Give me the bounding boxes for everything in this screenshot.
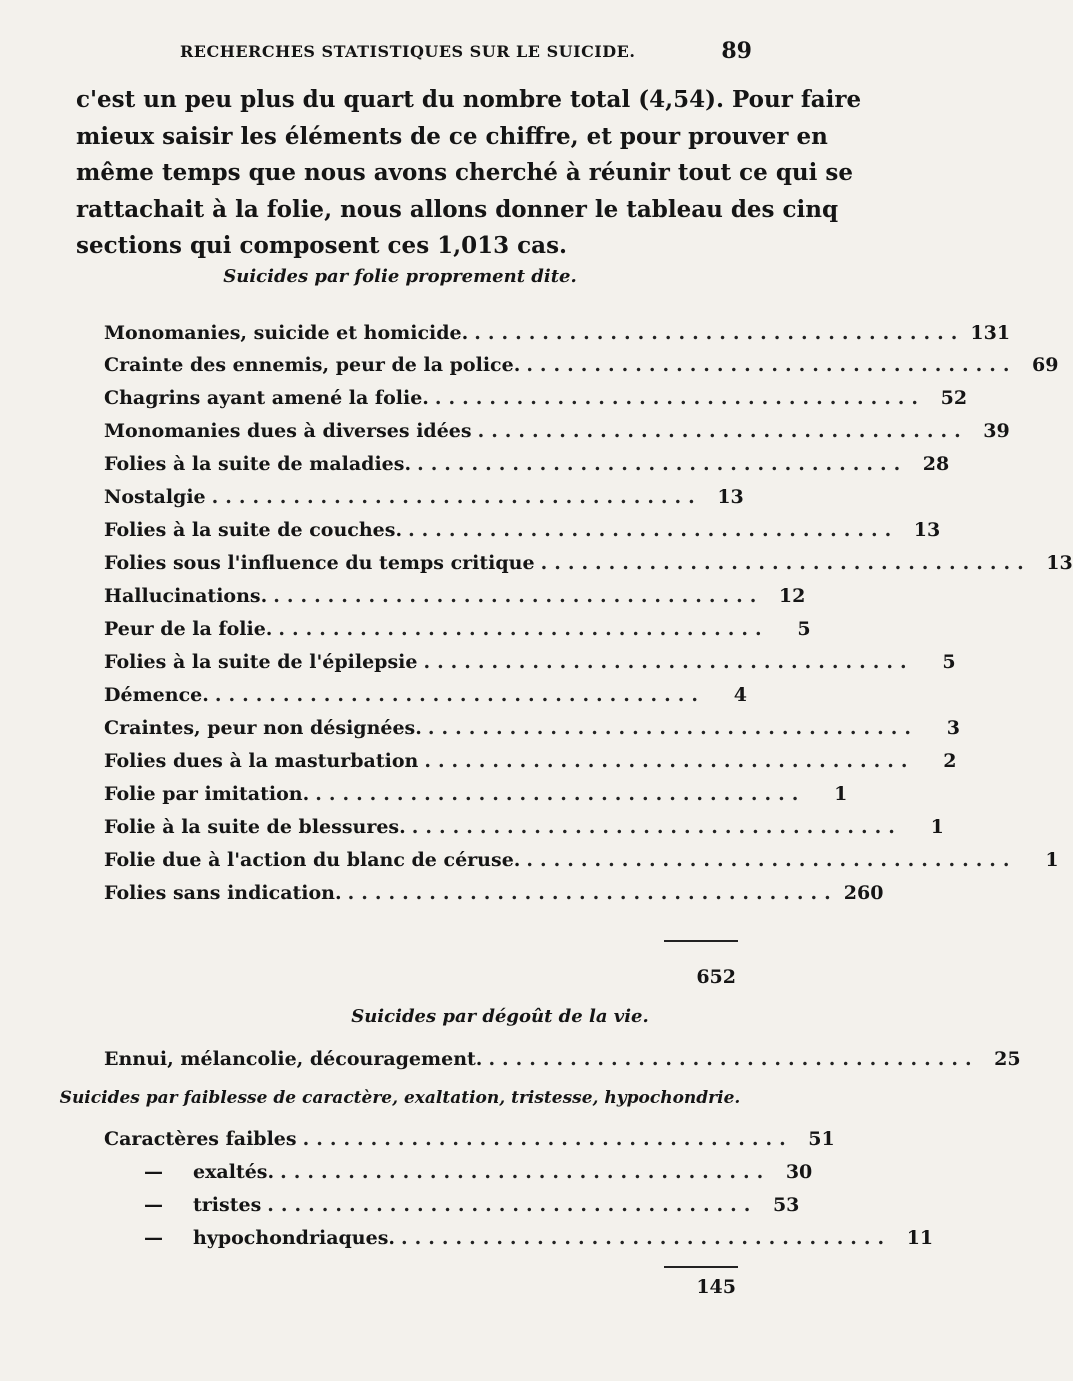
table-row [104,740,957,772]
row-value: 1 [1045,849,1059,871]
intro-line: c'est un peu plus du quart du nombre total (4,54). Pour faire [76,86,862,113]
row-value: 28 [922,453,950,475]
running-header [0,38,800,70]
row-label: Craintes, peur non désignées. [104,717,422,739]
dot-leader: .................................... [302,1128,793,1150]
page-number: 89 [721,38,752,64]
row-label: Folies dues à la masturbation [104,750,419,772]
intro-line: rattachait à la folie, nous allons donner le tableau des cinq [76,195,839,223]
intro-paragraph [76,82,862,265]
row-label: Folie due à l'action du blanc de céruse. [104,849,521,871]
row-value: 5 [942,651,956,673]
table-row [104,839,1059,871]
row-value: 4 [733,684,747,706]
dot-leader: .................................... [526,849,1017,871]
row-value: 53 [772,1194,800,1216]
table-row [104,410,1010,442]
table-row [104,542,1073,574]
row-value: 13 [1046,552,1073,574]
dot-leader: .................................... [401,1227,892,1249]
table-row [104,641,956,673]
table-row [104,575,806,607]
section-title-folie: Suicides par folie proprement dite. [223,266,577,287]
row-label: Folies sous l'influence du temps critique [104,552,535,574]
row-value: 1 [834,783,848,805]
table-row [104,312,1011,344]
row-label: Folies à la suite de couches. [104,519,403,541]
row-label: Ennui, mélancolie, découragement. [104,1048,483,1070]
dot-leader: .................................... [214,684,705,706]
table-row [104,1038,1021,1070]
dot-leader: .................................... [417,453,908,475]
section-total-faiblesse: 145 [696,1276,736,1298]
row-label: Démence. [104,684,209,706]
row-label: exaltés. [193,1161,275,1183]
table-row [104,1184,800,1216]
row-value: 5 [797,618,811,640]
dot-leader: .................................... [423,651,914,673]
row-value: 11 [906,1227,934,1249]
total-rule [664,940,738,942]
row-label: Crainte des ennemis, peur de la police. [104,354,521,376]
table-row [104,1118,835,1150]
table-row [104,443,950,475]
ditto-dash: — [144,1227,163,1249]
table-row [104,1217,934,1249]
row-label: Nostalgie [104,486,206,508]
table-row [104,509,941,541]
row-value: 260 [843,882,884,904]
intro-line: sections qui composent ces 1,013 cas. [76,232,568,259]
dot-leader: .................................... [273,585,764,607]
table-row [104,773,848,805]
dot-leader: .................................... [427,717,919,739]
row-value: 69 [1032,354,1059,376]
row-value: 52 [940,387,968,409]
dot-leader: .................................... [315,783,806,805]
table-row [104,806,944,838]
row-value: 131 [970,322,1011,344]
row-label: Monomanies dues à diverses idées [104,420,472,442]
table-row [104,872,884,904]
running-title: RECHERCHES STATISTIQUES SUR LE SUICIDE. [180,42,636,61]
row-label: hypochondriaques. [193,1227,396,1249]
table-row [104,344,1059,376]
section-title-degout: Suicides par dégoût de la vie. [351,1006,649,1027]
dot-leader: .................................... [474,322,965,344]
row-label: Chagrins ayant amené la folie. [104,387,429,409]
intro-line: même temps que nous avons cherché à réunir tout ce qui se [76,159,853,186]
dot-leader: .................................... [267,1194,758,1216]
row-value: 1 [930,816,944,838]
row-label: Hallucinations. [104,585,268,607]
table-row [104,707,961,739]
row-label: Caractères faibles [104,1128,297,1150]
dot-leader: .................................... [424,750,915,772]
table-row [104,608,811,640]
row-label: Folies à la suite de maladies. [104,453,412,475]
intro-line: mieux saisir les éléments de ce chiffre, et pour prouver en [76,122,828,150]
row-label: Peur de la folie. [104,618,273,640]
table-row [104,476,744,508]
table-row [104,1151,813,1183]
dot-leader: .................................... [347,882,838,904]
section-title-faiblesse: Suicides par faiblesse de caractère, exaltation, tristesse, hypochondrie. [59,1088,741,1108]
ditto-dash: — [144,1194,163,1216]
dot-leader: .................................... [278,618,769,640]
dot-leader: .................................... [434,387,926,409]
ditto-dash: — [144,1161,163,1183]
dot-leader: .................................... [526,354,1017,376]
total-rule [664,1266,738,1268]
row-value: 3 [946,717,961,739]
row-value: 39 [983,420,1010,442]
row-value: 13 [913,519,941,541]
dot-leader: .................................... [477,420,968,442]
row-value: 13 [717,486,744,508]
row-label: Monomanies, suicide et homicide. [104,322,469,344]
dot-leader: .................................... [540,552,1031,574]
row-value: 30 [785,1161,813,1183]
dot-leader: .................................... [280,1161,771,1183]
row-value: 51 [808,1128,835,1150]
row-label: Folies à la suite de l'épilepsie [104,651,418,673]
table-row [104,377,968,409]
row-label: tristes [193,1194,262,1216]
dot-leader: .................................... [411,816,902,838]
dot-leader: .................................... [211,486,702,508]
dot-leader: .................................... [488,1048,979,1070]
row-value: 25 [994,1048,1021,1070]
dot-leader: .................................... [408,519,899,541]
row-label: Folie par imitation. [104,783,310,805]
row-label: Folies sans indication. [104,882,342,904]
row-label: Folie à la suite de blessures. [104,816,406,838]
section-total-folie: 652 [696,966,736,988]
row-value: 12 [778,585,806,607]
row-value: 2 [943,750,957,772]
table-row [104,674,747,706]
